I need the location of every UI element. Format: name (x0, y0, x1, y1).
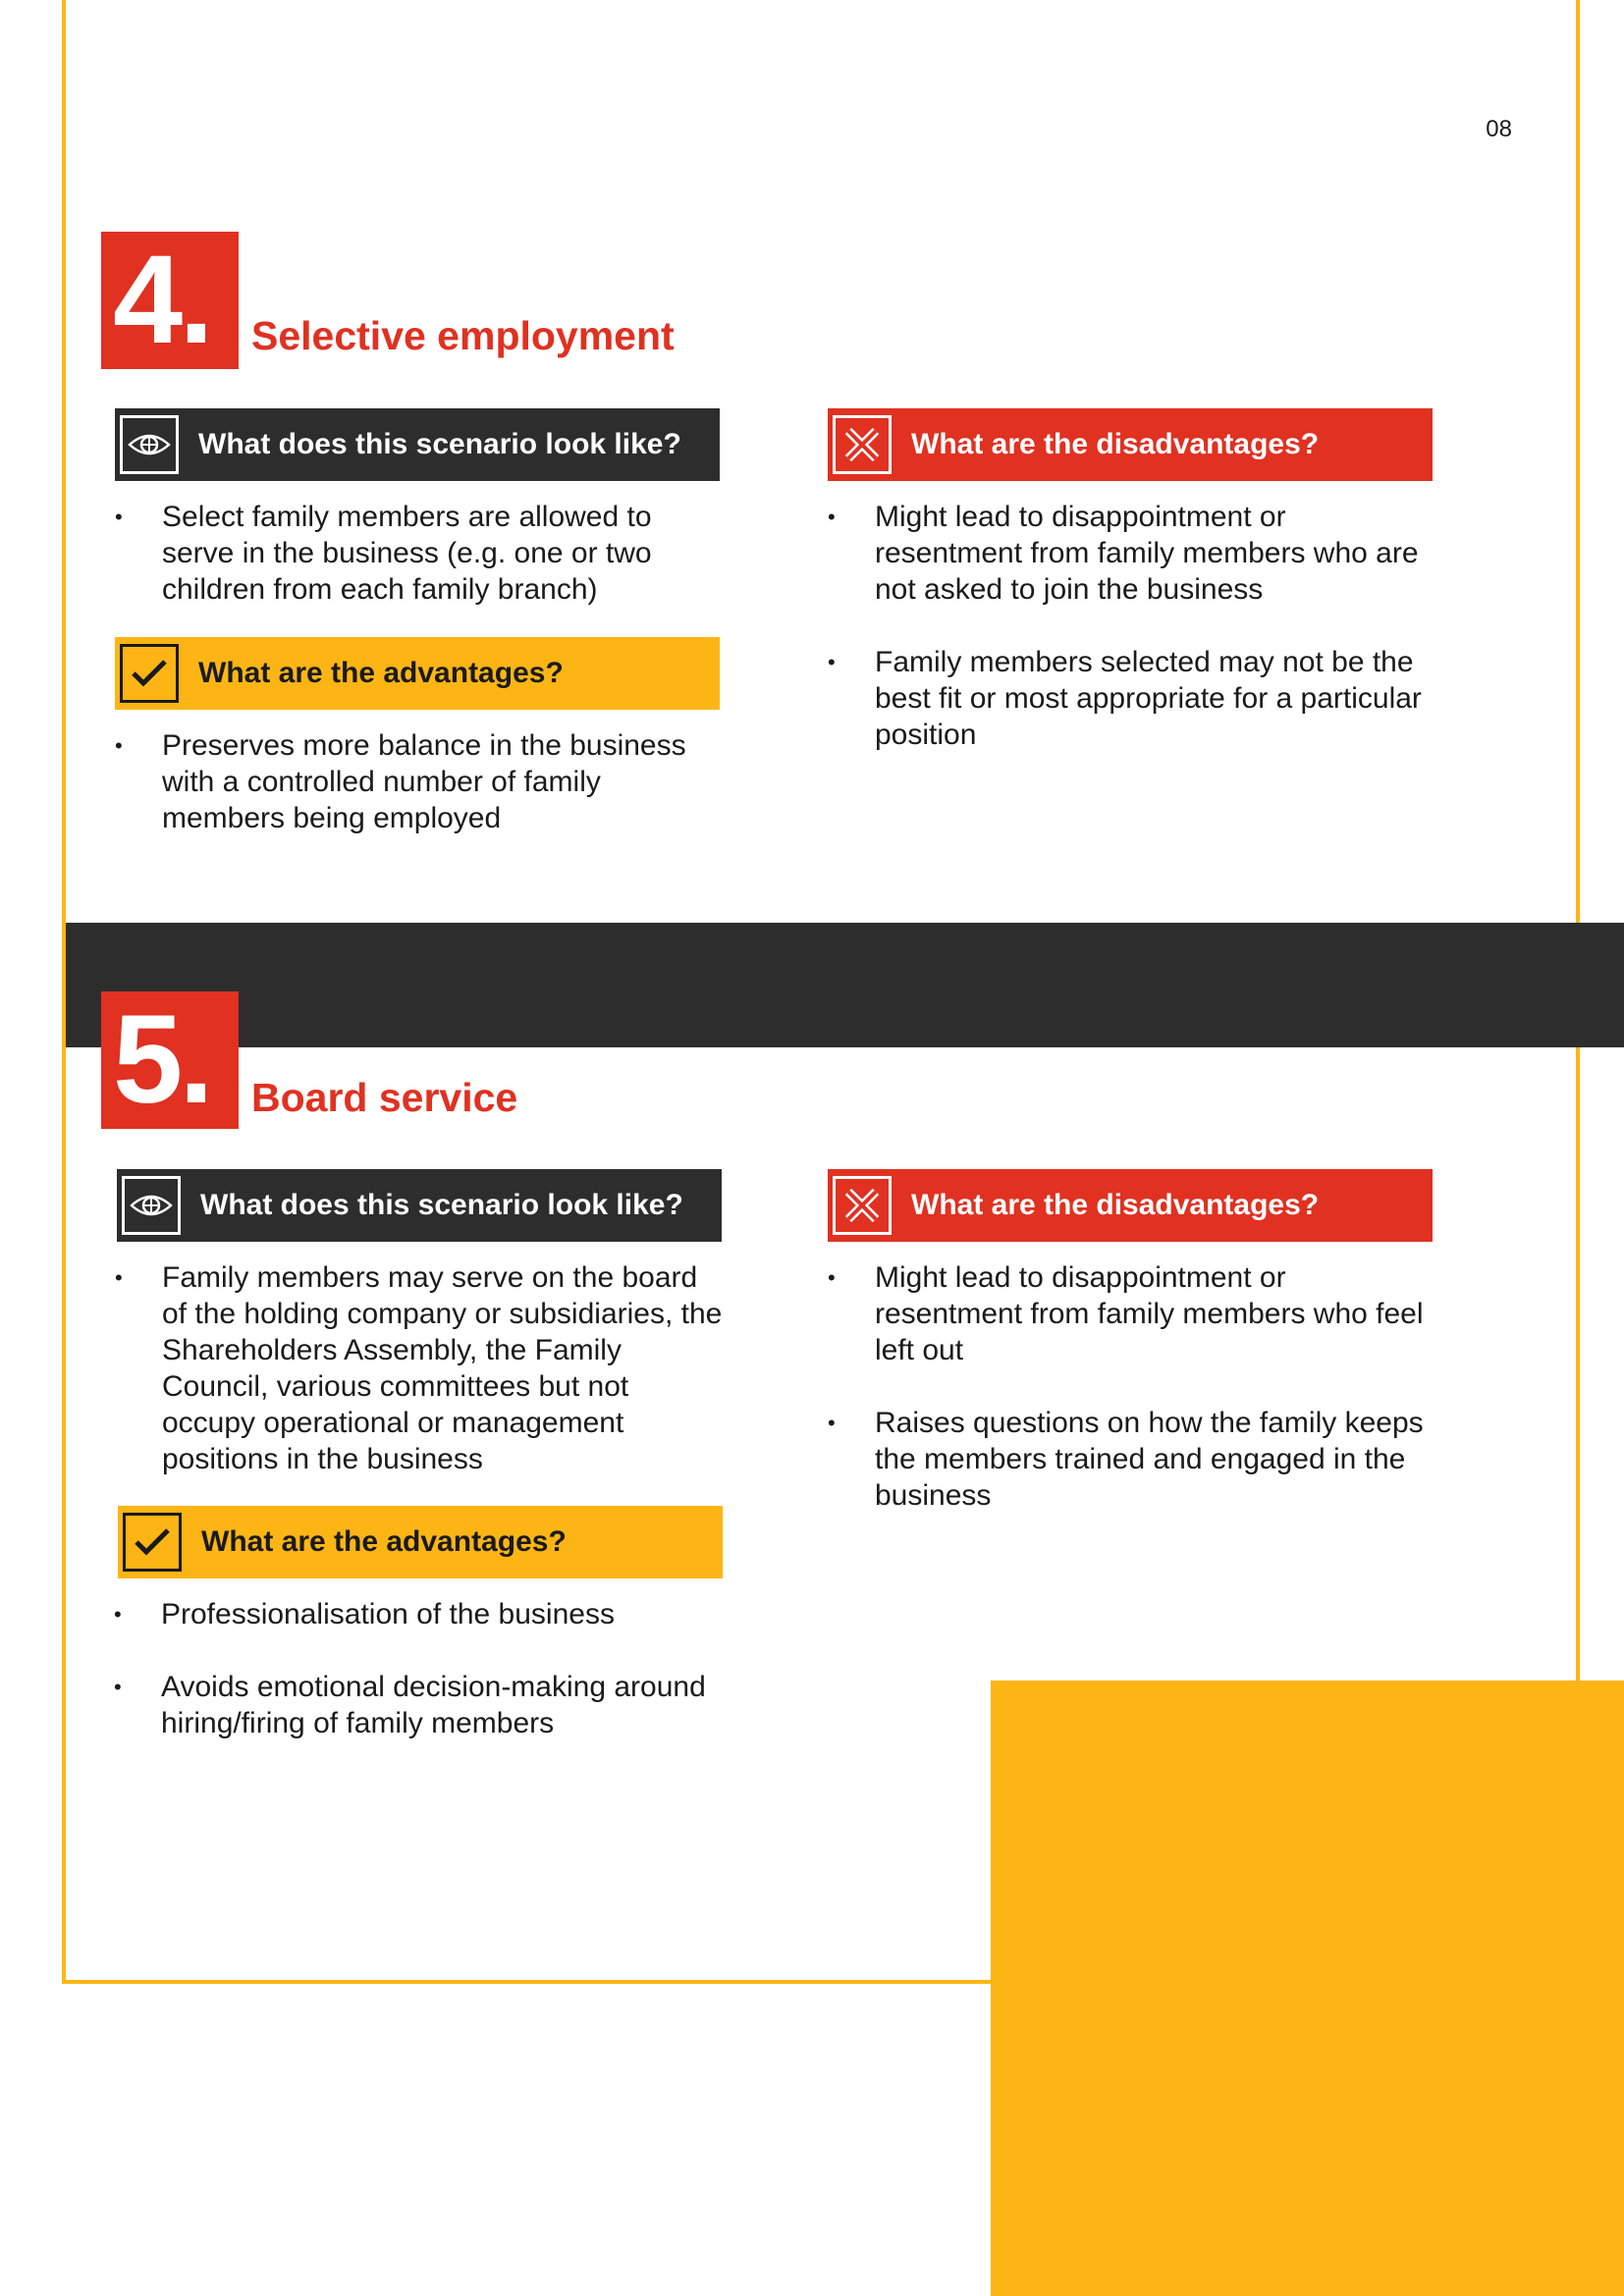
scenario-header (115, 408, 720, 481)
section-title: Board service (251, 1075, 518, 1120)
checkmark-icon (120, 644, 179, 703)
advantages-header (118, 1506, 723, 1578)
list-item: • Might lead to disappointment or resentment from family members who feel left out (828, 1259, 1438, 1368)
disadvantages-list (828, 499, 1436, 753)
cross-icon (833, 1176, 892, 1235)
list-item: • Preserves more balance in the business with a controlled number of family members being employed (115, 727, 724, 836)
scenario-heading: What does this scenario look like? (198, 428, 681, 460)
list-item: • Family members selected may not be the best fit or most appropriate for a particular position (828, 644, 1436, 753)
advantages-header (115, 637, 720, 710)
advantages-heading: What are the advantages? (201, 1525, 567, 1558)
disadvantages-list (828, 1259, 1438, 1514)
eye-icon (120, 415, 179, 474)
frame-border-bottom (62, 1980, 1004, 1984)
advantages-heading: What are the advantages? (198, 657, 564, 689)
disadvantages-heading: What are the disadvantages? (911, 1189, 1320, 1221)
scenario-list (115, 1259, 726, 1477)
eye-icon (122, 1176, 181, 1235)
list-item: • Avoids emotional decision-making around hiring/firing of family members (114, 1669, 723, 1741)
scenario-list (115, 499, 724, 608)
scenario-header (117, 1169, 722, 1242)
list-item: • Raises questions on how the family keeps the members trained and engaged in the business (828, 1405, 1438, 1514)
disadvantages-header (828, 1169, 1433, 1242)
section-divider-band (66, 923, 1624, 1047)
section-title: Selective employment (251, 313, 675, 358)
decorative-yellow-block (991, 1681, 1624, 2296)
frame-border-right (1576, 0, 1580, 1683)
section-number-badge: 4. (101, 232, 239, 369)
list-item: • Select family members are allowed to serve in the business (e.g. one or two children from each family branch) (115, 499, 724, 608)
scenario-heading: What does this scenario look like? (200, 1189, 683, 1221)
list-item: • Family members may serve on the board of the holding company or subsidiaries, the Shareholders Assembly, the Family Council, various committees but not occupy operational or management positions in the business (115, 1259, 726, 1477)
checkmark-icon (123, 1513, 182, 1572)
section-number-badge: 5. (101, 991, 239, 1129)
page-number: 08 (1486, 116, 1512, 142)
list-item: • Professionalisation of the business (114, 1596, 723, 1632)
disadvantages-heading: What are the disadvantages? (911, 428, 1320, 460)
list-item: • Might lead to disappointment or resentment from family members who are not asked to join the business (828, 499, 1436, 608)
cross-icon (833, 415, 892, 474)
advantages-list (114, 1596, 723, 1741)
disadvantages-header (828, 408, 1433, 481)
advantages-list (115, 727, 724, 836)
